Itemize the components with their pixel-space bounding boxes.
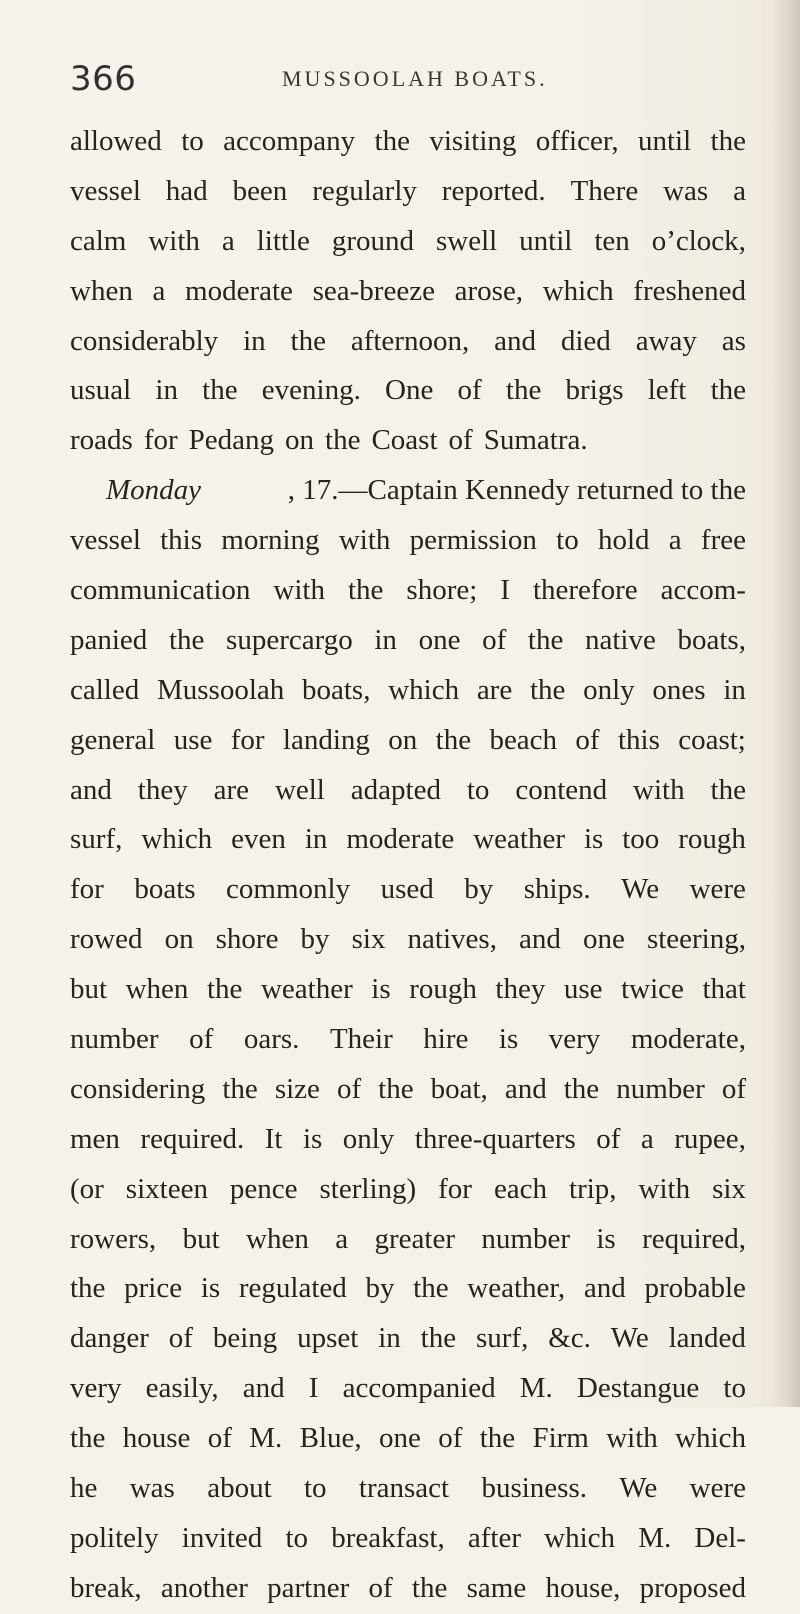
page-header [70,58,746,108]
word: the [710,374,746,407]
word: arose, [454,274,524,307]
word: and [242,1372,285,1405]
word: ten [594,224,630,257]
text-line-3 [70,217,746,267]
word: communication [70,574,251,607]
text-line-11 [70,616,746,666]
word: very [70,1372,122,1405]
word: the [222,1072,258,1105]
word: of [368,1571,393,1604]
word: vessel [70,524,141,557]
word: rupee, [674,1122,746,1155]
word: contend [515,773,608,806]
word: moderate [346,823,455,856]
word: price [124,1272,183,1305]
text-line-30 [70,1564,746,1614]
text-line-1 [70,117,746,167]
word: but [70,973,108,1006]
word: native [584,623,656,656]
text-line-25 [70,1314,746,1364]
word: We [621,873,660,906]
word: Blue, [299,1422,362,1455]
word: rough [409,973,477,1006]
word: use [563,973,603,1006]
word: each [493,1172,548,1205]
word: the [413,1272,449,1305]
word: proposed [639,1571,746,1604]
word: M. [638,1521,672,1554]
word: is [583,823,604,856]
text-line-29 [70,1514,746,1564]
word: is [596,1222,616,1255]
word: number [616,1072,705,1105]
word: of [207,1422,232,1455]
word: There [570,174,639,207]
word: invited [181,1521,263,1554]
word: six [351,923,386,956]
word: shore [215,923,279,956]
word: to [285,1521,309,1554]
word: died [560,324,611,357]
word: by [365,1272,395,1305]
word: the [206,973,243,1006]
word: is [200,1272,221,1305]
word: until [519,224,573,257]
word: men [70,1122,120,1155]
word: of [575,723,600,756]
word: upset [297,1322,359,1355]
text-line-2 [70,167,746,217]
word: this [617,723,660,756]
word: Sumatra. [483,424,588,457]
word: accompany [223,125,356,157]
word: break, [70,1571,142,1604]
word: the [325,424,361,457]
word: afternoon, [350,324,470,357]
word: oars. [243,1023,300,1056]
word: usual [70,374,132,407]
word: about [207,1472,272,1505]
word: the [529,673,566,706]
word: Their [329,1023,393,1056]
word: well [274,773,325,806]
word: of [438,1422,463,1455]
word: they [137,773,188,806]
word: of [189,1023,214,1056]
word: brigs [565,374,624,407]
line-8-text: , 17.—Captain Kennedy returned to the [287,474,746,507]
word: a [668,524,682,557]
text-line-18 [70,965,746,1015]
word: the [710,125,746,157]
word: commonly [226,873,351,906]
page-edge-shadow [774,0,800,1407]
word: were [689,873,746,906]
word: which [544,1521,616,1554]
body-text [70,117,746,1614]
word: regularly [312,174,417,207]
word: swell [435,224,498,257]
text-line-5 [70,317,746,367]
text-line-13 [70,716,746,766]
word: the [505,374,542,407]
word: surf, [70,823,123,856]
monday-label: Monday [106,474,202,507]
word: with [273,574,325,607]
word: one [582,923,625,956]
word: easily, [145,1372,219,1405]
word: of [448,424,473,457]
word: One [385,374,434,407]
running-head: MUSSOOLAH BOATS. [282,66,548,91]
word: the [70,1422,106,1455]
word: the [479,1422,516,1455]
text-line-24 [70,1264,746,1314]
word: boats, [677,623,746,656]
word: allowed [70,125,162,157]
word: that [702,973,746,1006]
word: moderate, [630,1023,746,1056]
word: house [122,1422,191,1455]
text-line-6 [70,366,746,416]
word: Destangue [576,1372,700,1405]
word: danger [70,1322,149,1355]
word: accompanied [342,1372,496,1405]
text-line-14 [70,766,746,816]
word: the [378,1072,414,1105]
word: with [606,1422,658,1455]
word: were [689,1472,746,1505]
word: is [302,1122,323,1155]
text-line-7 [70,416,746,466]
word: trip, [569,1172,617,1205]
word: adapted [350,773,441,806]
word: sterling) [319,1172,417,1205]
word: required, [642,1222,746,1255]
word: when [125,973,189,1006]
word: very [548,1023,601,1056]
word: politely [70,1521,159,1554]
word: ground [331,224,415,257]
word: hold [597,524,650,557]
word: considering [70,1072,206,1105]
word: panied [70,623,148,656]
word: roads [70,424,133,457]
word: and [519,923,561,956]
word: by [300,923,330,956]
word: moderate [185,274,293,307]
word: Coast [371,424,438,457]
word: for [143,424,178,457]
word: the [710,773,746,806]
word: landed [668,1322,746,1355]
word: Pedang [188,424,275,457]
word: ones [652,673,706,706]
word: he [70,1472,98,1505]
word: steering, [646,923,746,956]
text-line-17 [70,915,746,965]
text-line-12 [70,666,746,716]
text-line-22 [70,1165,746,1215]
word: and [504,1072,547,1105]
word: on [285,424,315,457]
word: the [168,623,205,656]
word: after [467,1521,521,1554]
word: one [379,1422,421,1455]
word: therefore [532,574,638,607]
word: only [342,1122,395,1155]
word: only [583,673,635,706]
word: greater [374,1222,455,1255]
word: officer, [535,125,619,157]
word: in [304,823,328,856]
word: rowed [70,923,143,956]
word: when [246,1222,309,1255]
word: breakfast, [331,1521,445,1554]
word: reported. [441,174,546,207]
word: with [638,1172,691,1205]
word: accom- [660,574,746,607]
word: a [640,1122,654,1155]
word: We [610,1322,649,1355]
word: and [583,1272,626,1305]
word: left [647,374,687,407]
word: too [622,823,660,856]
word: in [378,1322,401,1355]
word: M. [519,1372,553,1405]
word: as [721,324,746,357]
word: is [371,973,391,1006]
word: of [482,623,507,656]
word: permission [409,524,537,557]
word: probable [644,1272,746,1305]
word: of [168,1322,193,1355]
text-line-4 [70,267,746,317]
word: in [155,374,178,407]
word: for [438,1172,472,1205]
word: with [338,524,391,557]
word: supercargo [226,623,353,656]
word: It [264,1122,283,1155]
word: little [256,224,310,257]
text-line-8 [70,466,746,516]
word: for [70,873,104,906]
word: o’clock, [651,224,746,257]
text-line-28 [70,1464,746,1514]
word: calm [70,224,127,257]
word: a [733,174,746,207]
word: are [213,773,250,806]
word: and [494,324,536,357]
word: boat, [430,1072,488,1105]
word: until [637,125,692,157]
text-line-15 [70,815,746,865]
word: when [70,274,133,307]
word: Firm [532,1422,589,1455]
word: considerably [70,324,219,357]
word: which [542,274,614,307]
word: to [556,524,579,557]
word: which [388,673,460,706]
text-line-9 [70,516,746,566]
word: twice [621,973,684,1006]
word: the [563,1072,600,1105]
word: the [347,574,384,607]
page-number: 366 [70,59,137,99]
word: Del- [694,1521,746,1554]
word: coast; [678,723,746,756]
word: use [173,723,213,756]
word: required. [140,1122,245,1155]
word: natives, [407,923,497,956]
word: been [232,174,288,207]
word: with [633,773,685,806]
word: &c. [548,1322,591,1355]
word: three-quarters [414,1122,576,1155]
text-line-20 [70,1065,746,1115]
word: number [70,1023,159,1056]
word: of [457,374,482,407]
word: weather [260,973,353,1006]
word: for [230,723,265,756]
word: a [152,274,166,307]
word: the [435,723,472,756]
word: to [466,773,490,806]
word: of [721,1072,746,1105]
word: rough [678,823,746,856]
word: evening. [261,374,361,407]
word: in [723,673,746,706]
word: partner [267,1571,350,1604]
word: with [148,224,200,257]
word: the [202,374,238,407]
word: I [500,574,510,607]
word: size [274,1072,320,1105]
word: in [374,623,397,656]
word: used [380,873,434,906]
word: (or [70,1172,104,1205]
word: the [527,623,564,656]
word: of [596,1122,621,1155]
word: is [498,1023,519,1056]
word: being [212,1322,278,1355]
word: We [619,1472,658,1505]
word: visiting [429,125,517,157]
word: was [129,1472,175,1505]
text-line-21 [70,1115,746,1165]
word: M. [249,1422,283,1455]
word: the [420,1322,457,1355]
text-line-10 [70,566,746,616]
word: number [481,1222,570,1255]
word: weather [473,823,565,856]
word: called [70,673,140,706]
word: was [663,174,709,207]
text-line-27 [70,1414,746,1464]
word: by [464,873,494,906]
word: transact [358,1472,450,1505]
word: the [290,324,326,357]
word: shore; [406,574,478,607]
word: boats [134,873,196,906]
word: ships. [523,873,591,906]
word: away [635,324,697,357]
word: are [476,673,513,706]
word: vessel [70,174,141,207]
word: landing [282,723,370,756]
word: morning [221,524,320,557]
text-line-23 [70,1215,746,1265]
word: freshened [633,274,746,307]
word: of [336,1072,362,1105]
word: the [374,125,410,157]
word: they [495,973,546,1006]
text-line-19 [70,1015,746,1065]
word: which [141,823,213,856]
word: pence [229,1172,298,1205]
word: general [70,723,156,756]
word: one [418,623,461,656]
word: same [466,1571,527,1604]
word: hire [423,1023,469,1056]
word: which [675,1422,746,1455]
word: on [388,723,418,756]
word: on [164,923,194,956]
word: house, [545,1571,621,1604]
word: to [181,125,204,157]
word: business. [481,1472,587,1505]
word: another [160,1571,248,1604]
word: to [723,1372,746,1405]
word: this [160,524,203,557]
word: but [182,1222,220,1255]
word: sixteen [125,1172,208,1205]
word: beach [489,723,558,756]
word: in [243,324,266,357]
word: and [70,773,112,806]
text-line-16 [70,865,746,915]
word: to [304,1472,327,1505]
word: free [700,524,746,557]
word: had [165,174,208,207]
word: boats, [302,673,371,706]
word: Mussoolah [156,673,285,706]
word: regulated [238,1272,347,1305]
word: six [712,1172,746,1205]
word: sea-breeze [312,274,435,307]
word: rowers, [70,1222,157,1255]
word: surf, [475,1322,529,1355]
word: even [231,823,286,856]
word: the [70,1272,106,1305]
word: a [335,1222,349,1255]
word: a [221,224,235,257]
word: weather, [467,1272,566,1305]
word: the [411,1571,448,1604]
word: I [308,1372,319,1405]
